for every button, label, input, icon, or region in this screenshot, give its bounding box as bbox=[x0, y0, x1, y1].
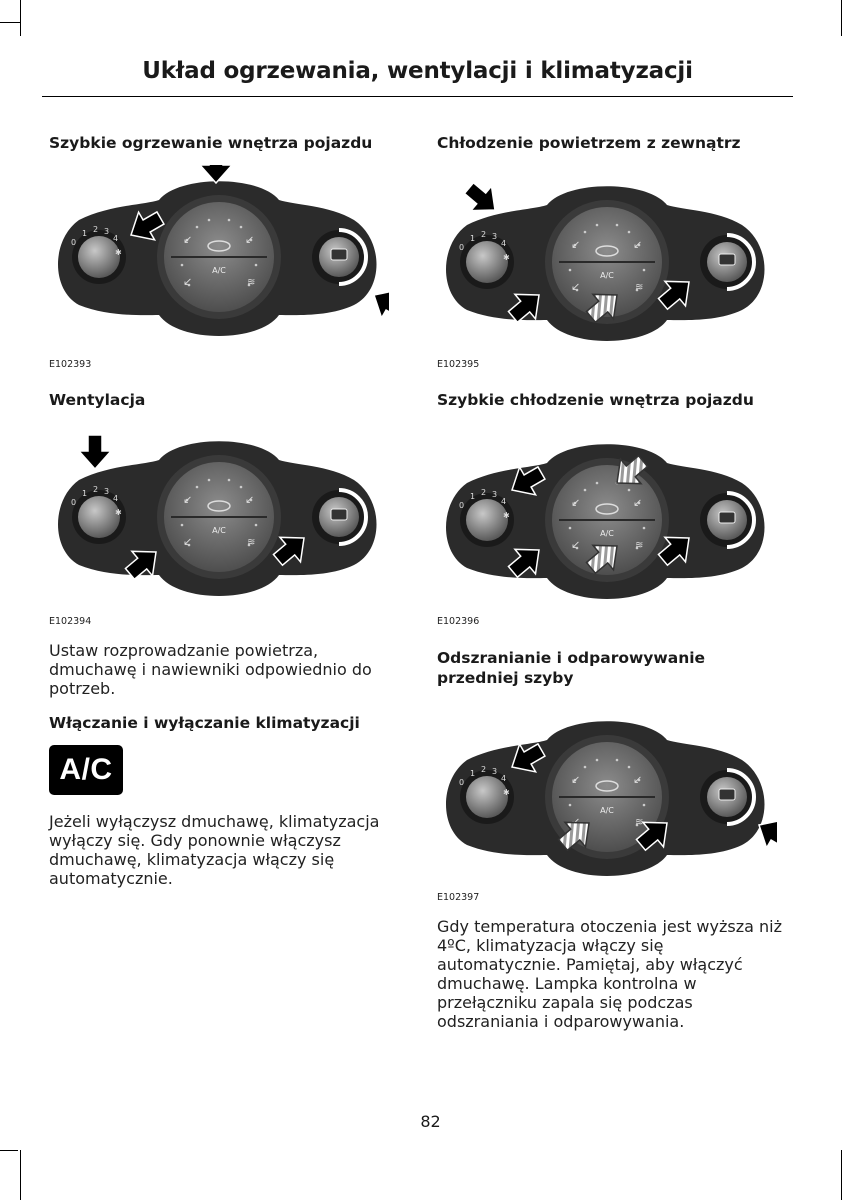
crop-mark bbox=[20, 0, 21, 36]
heading-quick-heat: Szybkie ogrzewanie wnętrza pojazdu bbox=[49, 134, 373, 152]
text-line: przełączniku zapala się podczas bbox=[437, 993, 693, 1012]
crop-mark bbox=[0, 1150, 18, 1151]
text-line: automatycznie. Pamiętaj, aby włączyć bbox=[437, 955, 743, 974]
text-line: automatycznie. bbox=[49, 869, 173, 888]
heading-line: Odszranianie i odparowywanie bbox=[437, 649, 706, 667]
ac-toggle-body bbox=[49, 812, 379, 888]
panel-defrost bbox=[437, 705, 777, 885]
figure-code: E102397 bbox=[437, 892, 480, 903]
text-line: odszraniania i odparowywania. bbox=[437, 1012, 685, 1031]
figure-code: E102394 bbox=[49, 616, 92, 627]
panel-quick-heat bbox=[49, 165, 389, 345]
crop-mark bbox=[20, 1150, 21, 1200]
text-line: dmuchawę. Lampka kontrolna w bbox=[437, 974, 697, 993]
panel-quick-cool bbox=[437, 428, 777, 608]
text-line: Gdy temperatura otoczenia jest wyższa niż bbox=[437, 917, 782, 936]
heading-ventilation: Wentylacja bbox=[49, 391, 146, 409]
crop-mark bbox=[0, 22, 20, 23]
ac-symbol-badge: A/C bbox=[49, 745, 123, 795]
hvac-panel-illustration bbox=[58, 441, 377, 596]
arrow-icon bbox=[200, 165, 232, 183]
title-divider bbox=[42, 96, 793, 97]
text-line: Ustaw rozprowadzanie powietrza, bbox=[49, 641, 319, 660]
text-line: dmuchawę i nawiewniki odpowiednio do bbox=[49, 660, 372, 679]
text-line: Jeżeli wyłączysz dmuchawę, klimatyzacja bbox=[49, 812, 380, 831]
text-line: potrzeb. bbox=[49, 679, 116, 698]
page-title: Układ ogrzewania, wentylacji i klimatyzacji bbox=[142, 58, 693, 84]
hvac-panel-illustration bbox=[446, 721, 765, 876]
figure-code: E102395 bbox=[437, 359, 480, 370]
heading-ac-toggle: Włączanie i wyłączanie klimatyzacji bbox=[49, 714, 360, 732]
hvac-panel-illustration bbox=[446, 444, 765, 599]
text-line: wyłączy się. Gdy ponownie włączysz bbox=[49, 831, 341, 850]
heading-line: przedniej szyby bbox=[437, 669, 574, 687]
text-line: 4ºC, klimatyzacja włączy się bbox=[437, 936, 664, 955]
heading-defrost bbox=[437, 648, 705, 688]
figure-code: E102393 bbox=[49, 359, 92, 370]
crop-mark bbox=[841, 1150, 842, 1200]
heading-outside-cool: Chłodzenie powietrzem z zewnątrz bbox=[437, 134, 741, 152]
defrost-body bbox=[437, 917, 782, 1031]
page-number: 82 bbox=[420, 1112, 441, 1131]
panel-outside-cool bbox=[437, 170, 777, 350]
crop-mark bbox=[841, 0, 842, 36]
figure-code: E102396 bbox=[437, 616, 480, 627]
text-line: dmuchawę, klimatyzacja włączy się bbox=[49, 850, 335, 869]
ventilation-body bbox=[49, 641, 372, 698]
heading-quick-cool: Szybkie chłodzenie wnętrza pojazdu bbox=[437, 391, 754, 409]
arrow-icon bbox=[79, 435, 111, 469]
hvac-panel-illustration bbox=[58, 181, 377, 336]
panel-ventilation bbox=[49, 425, 389, 605]
